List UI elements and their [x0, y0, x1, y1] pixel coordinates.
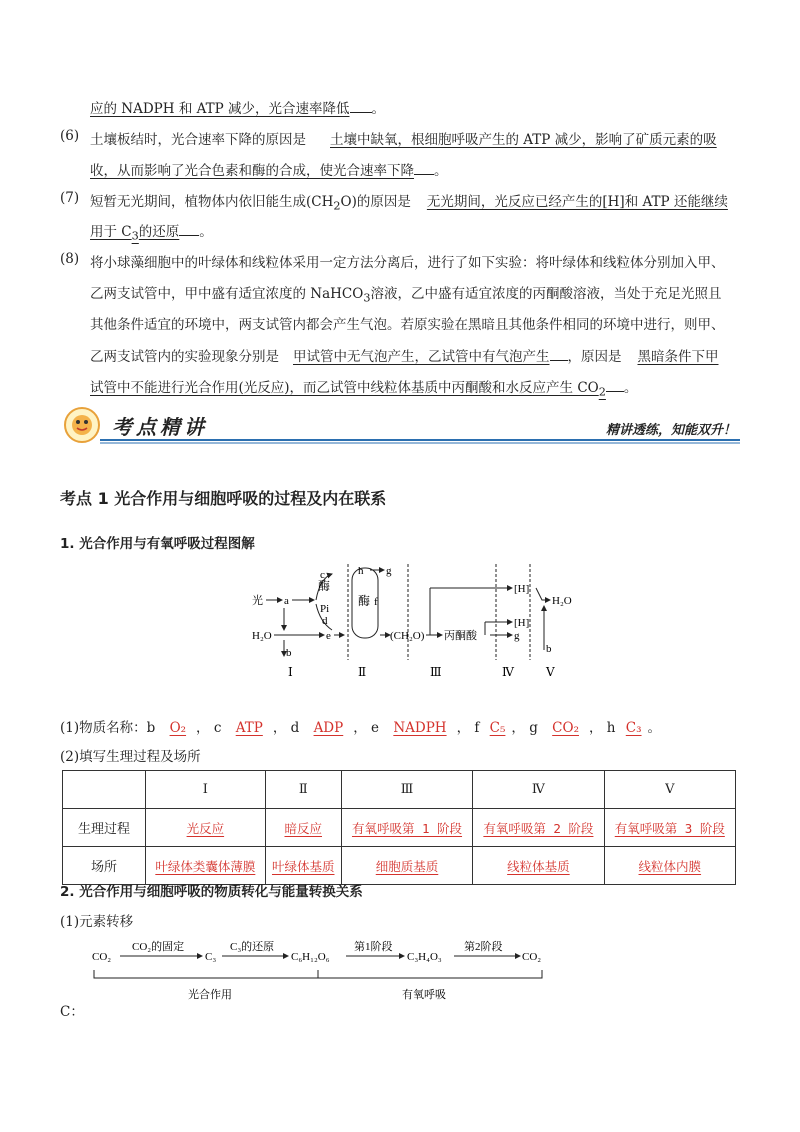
question-label: C： — [60, 1004, 84, 1020]
question-label: (2)填写生理过程及场所 — [60, 749, 201, 765]
table-cell: 暗反应 — [265, 809, 341, 847]
question-label: (1)元素转移 — [60, 914, 134, 930]
section-banner — [60, 405, 740, 445]
item-number: (7) — [60, 190, 80, 206]
label-H2: [H] — [514, 617, 530, 629]
stage-label: Ⅲ — [430, 665, 442, 679]
process-table — [62, 770, 736, 885]
table-cell — [63, 771, 146, 809]
label-ch2o: (CH₂O) — [390, 630, 425, 642]
label-a: a — [284, 595, 289, 607]
table-cell: 线粒体基质 — [473, 847, 604, 885]
co2-start: CO₂ — [92, 951, 112, 963]
table-cell: 有氧呼吸第 2 阶段 — [473, 809, 604, 847]
stage-label: Ⅰ — [288, 665, 293, 679]
c3h4o3-label: C₃H₄O₃ — [407, 951, 442, 963]
table-cell: 有氧呼吸第 1 阶段 — [341, 809, 472, 847]
label-e: e — [326, 630, 331, 642]
label-g: g — [386, 565, 392, 577]
label-b: b — [286, 647, 292, 659]
stage-label: Ⅳ — [502, 665, 514, 679]
table-cell: Ⅳ — [473, 771, 604, 809]
co2-end: CO₂ — [522, 951, 542, 963]
fix-label: CO₂的固定 — [132, 941, 185, 953]
item-number: (6) — [60, 128, 80, 144]
label-pi: Pi — [320, 603, 330, 615]
label-enzyme2: 酶 — [358, 594, 371, 608]
table-row — [63, 809, 736, 847]
text-line: 用于 $C_3$的还原 。 — [90, 224, 213, 243]
table-cell: 线粒体内膜 — [604, 847, 735, 885]
table-cell: 光反应 — [146, 809, 266, 847]
label-d: d — [322, 615, 328, 627]
row-label: 场所 — [63, 847, 146, 885]
text-line: 乙两支试管内的实验现象分别是 甲试管中无气泡产生，乙试管中有气泡产生 ，原因是 黑暗条件下甲 — [90, 349, 719, 365]
text-line: 乙两支试管中，甲中盛有适宜浓度的 NaHCO$_3$溶液，乙中盛有适宜浓度的丙酮酸溶液，当处于充足光照且 — [90, 286, 722, 305]
table-cell: Ⅲ — [341, 771, 472, 809]
table-cell: 叶绿体基质 — [265, 847, 341, 885]
subsection-title: 1. 光合作用与有氧呼吸过程图解 — [60, 536, 255, 552]
label-H1: [H] — [514, 583, 530, 595]
table-header-row — [63, 771, 736, 809]
text-line: 短暂无光期间，植物体内依旧能生成$(CH_2O)$的原因是 无光期间，光反应已经产生的[H]和 ATP 还能继续 — [90, 194, 728, 213]
label-c: c — [320, 569, 325, 581]
label-g2: g — [514, 630, 520, 642]
stage1-label: 第1阶段 — [354, 941, 393, 953]
respiration-label: 有氧呼吸 — [402, 989, 446, 1001]
glucose-label: C₆H₁₂O₆ — [291, 951, 330, 963]
table-cell: 叶绿体类囊体薄膜 — [146, 847, 266, 885]
label-enzyme: 酶 — [318, 579, 331, 593]
subsection-title: 2. 光合作用与细胞呼吸的物质转化与能量转换关系 — [60, 884, 363, 900]
label-b2: b — [546, 643, 552, 655]
label-h: h — [358, 565, 364, 577]
section-title: 考点 1 光合作用与细胞呼吸的过程及内在联系 — [60, 489, 387, 508]
label-f: f — [374, 596, 378, 608]
text-line: 土壤板结时，光合速率下降的原因是 土壤中缺氧，根细胞呼吸产生的 ATP 减少，影响了矿质元素的吸 — [90, 132, 717, 148]
row-label: 生理过程 — [63, 809, 146, 847]
process-diagram — [240, 560, 580, 680]
item-number: (8) — [60, 251, 80, 267]
names-line: (1)物质名称：b O₂ ， c ATP ， d ADP ， e NADPH ， f C₅ ， g CO₂ ， h C₃ 。 — [60, 720, 662, 736]
stage-label: Ⅴ — [546, 665, 555, 679]
text-line: 其他条件适宜的环境中，两支试管内都会产生气泡。若原实验在黑暗且其他条件相同的环境中进行，则甲、 — [90, 317, 725, 333]
stage-label: Ⅱ — [358, 665, 367, 679]
label-h2o2: H₂O — [552, 595, 572, 607]
label-h2o: H₂O — [252, 630, 272, 642]
element-transfer-diagram — [92, 938, 562, 1008]
table-cell: 有氧呼吸第 3 阶段 — [604, 809, 735, 847]
table-cell: Ⅴ — [604, 771, 735, 809]
table-row — [63, 847, 736, 885]
stage2-label: 第2阶段 — [464, 941, 503, 953]
text-line: 应的 NADPH 和 ATP 减少，光合速率降低 。 — [90, 101, 386, 117]
banner-title: 考点精讲 — [112, 415, 208, 439]
table-cell: Ⅰ — [146, 771, 266, 809]
table-cell: 细胞质基质 — [341, 847, 472, 885]
label-light: 光 — [252, 595, 263, 607]
text-line: 收，从而影响了光合色素和酶的合成，使光合速率下降 。 — [90, 163, 448, 179]
text-line: 将小球藻细胞中的叶绿体和线粒体采用一定方法分离后，进行了如下实验：将叶绿体和线粒体分别加入甲、 — [90, 255, 725, 271]
reduce-label: C₃的还原 — [230, 941, 275, 953]
table-cell: Ⅱ — [265, 771, 341, 809]
label-pyruvate: 丙酮酸 — [444, 630, 477, 642]
photosynthesis-label: 光合作用 — [188, 989, 232, 1001]
c3-label: C₃ — [205, 951, 217, 963]
text-line: 试管中不能进行光合作用(光反应)，而乙试管中线粒体基质中丙酮酸和水反应产生 $CO_2$ 。 — [90, 380, 638, 399]
banner-slogan: 精讲透练，知能双升！ — [605, 423, 736, 438]
